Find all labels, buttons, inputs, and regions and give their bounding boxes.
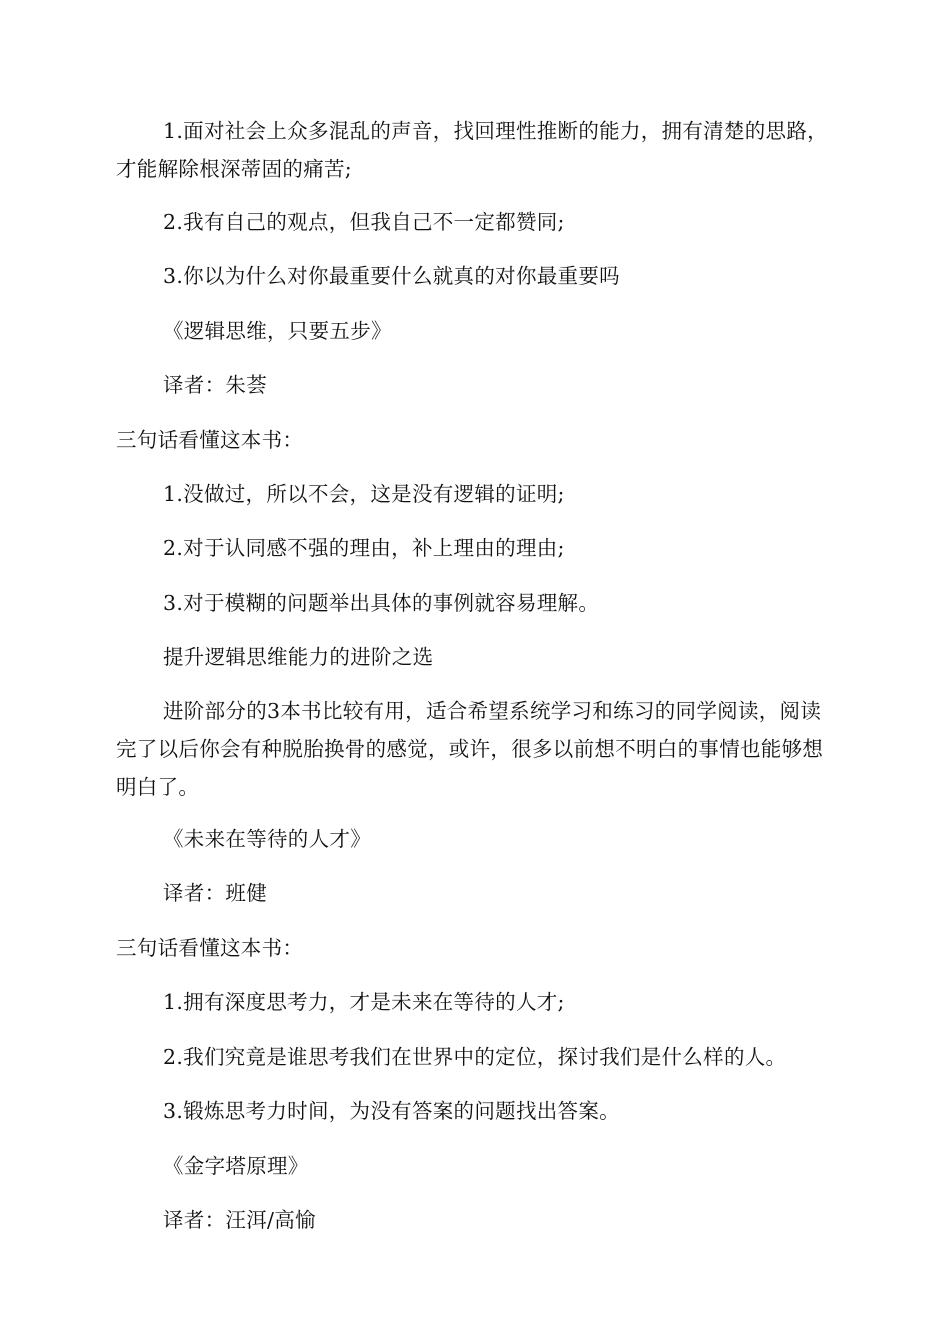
book-title-future-talent: 《未来在等待的人才》 <box>163 827 371 851</box>
translator-line-1: 译者：朱荟 <box>163 373 267 397</box>
section-heading-advanced: 提升逻辑思维能力的进阶之选 <box>163 645 434 669</box>
paragraph-future-point-2: 2.我们究竟是谁思考我们在世界中的定位，探讨我们是什么样的人。 <box>163 1045 787 1069</box>
paragraph-point-2-own-views: 2.我有自己的观点，但我自己不一定都赞同; <box>163 210 565 234</box>
paragraph-point-3-most-important: 3.你以为什么对你最重要什么就真的对你最重要吗 <box>163 264 620 288</box>
paragraph-logic-point-1: 1.没做过，所以不会，这是没有逻辑的证明; <box>163 482 565 506</box>
paragraph-future-point-3: 3.锻炼思考力时间，为没有答案的问题找出答案。 <box>163 1099 620 1123</box>
book-title-logic-five-steps: 《逻辑思维，只要五步》 <box>163 319 392 343</box>
paragraph-point-1-clear-thinking: 1.面对社会上众多混乱的声音，找回理性推断的能力，拥有清楚的思路，才能解除根深蒂固的痛苦; <box>116 119 828 181</box>
paragraph-advanced-intro: 进阶部分的3本书比较有用，适合希望系统学习和练习的同学阅读，阅读完了以后你会有种脱胎换骨的感觉，或许，很多以前想不明白的事情也能够想明白了。 <box>116 699 824 799</box>
paragraph-future-point-1: 1.拥有深度思考力，才是未来在等待的人才; <box>163 990 565 1014</box>
paragraph-logic-point-2: 2.对于认同感不强的理由，补上理由的理由; <box>163 536 565 560</box>
paragraph-logic-point-3: 3.对于模糊的问题举出具体的事例就容易理解。 <box>163 591 600 615</box>
three-sentences-heading-2: 三句话看懂这本书： <box>116 936 304 960</box>
translator-line-2: 译者：班健 <box>163 881 267 905</box>
book-title-pyramid-principle: 《金字塔原理》 <box>163 1154 309 1178</box>
translator-line-3: 译者：汪洱/高愉 <box>163 1208 316 1232</box>
three-sentences-heading-1: 三句话看懂这本书： <box>116 428 304 452</box>
